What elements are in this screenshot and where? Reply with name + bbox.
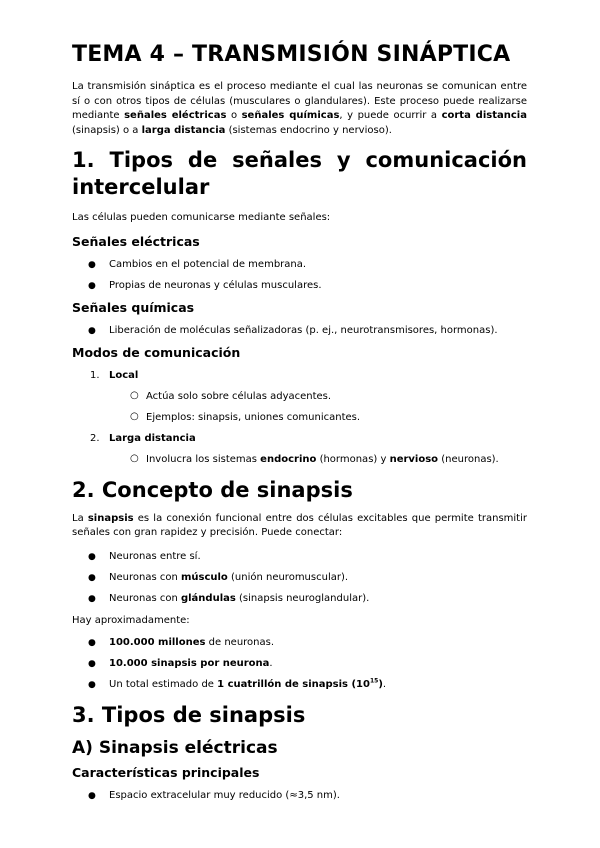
page-title: TEMA 4 – TRANSMISIÓN SINÁPTICA [72,42,511,67]
senales-electricas-heading: Señales eléctricas [72,233,200,249]
modos-comunicacion-heading: Modos de comunicación [72,344,241,360]
section1-lead: Las células pueden comunicarse mediante señales: [72,212,331,223]
section2-heading: 2. Concepto de sinapsis [72,477,353,502]
list-item: ● 100.000 millones de neuronas. [88,637,275,648]
bullet-icon: ● [88,791,96,801]
list-item-local: 1. Local [90,369,139,381]
sub-list-item: ○ Involucra los sistemas endocrino (hormonas) y nervioso (neuronas). [130,452,499,465]
section2-paragraph: La sinapsis es la conexión funcional entre dos células excitables que permite transmitir señales con gran rapidez y precisión. Puede conectar: [72,512,527,538]
list-item: ● Neuronas entre sí. [88,550,201,562]
circle-bullet-icon: ○ [130,452,139,464]
bullet-icon: ● [88,280,96,291]
document-page [72,40,527,803]
senales-quimicas-heading: Señales químicas [72,299,195,315]
senales-quimicas-list [72,324,527,338]
bullet-icon: ● [88,572,96,583]
list-item: ● Neuronas con músculo (unión neuromuscular). [88,571,349,583]
sub-list-item: ○ Actúa solo sobre células adyacentes. [130,389,332,402]
caracteristicas-heading: Características principales [72,765,260,780]
list-item: ● Neuronas con glándulas (sinapsis neuroglandular). [88,592,370,604]
bullet-icon: ● [88,551,96,562]
list-item-larga: 2. Larga distancia [90,432,196,444]
sinapsis-electricas-heading: A) Sinapsis eléctricas [72,738,278,758]
sub-list-item: ○ Ejemplos: sinapsis, uniones comunicantes. [130,410,361,423]
stats-list [72,636,527,692]
modos-list [72,369,527,467]
list-item: ● 10.000 sinapsis por neurona. [88,658,273,669]
bullet-icon: ● [88,680,96,690]
circle-bullet-icon: ○ [130,389,139,401]
bullet-icon: ● [88,638,96,648]
list-item: ● Un total estimado de 1 cuatrillón de sinapsis $(10^{15})$. [88,677,387,690]
senales-electricas-list [72,258,527,293]
aprox-label: Hay aproximadamente: [72,614,190,626]
caracteristicas-list [72,789,527,803]
list-item: ● Cambios en el potencial de membrana. [88,258,307,270]
sinapsis-connections-list [72,550,527,606]
list-item: ● Espacio extracelular muy reducido (≈3,5 nm). [88,790,340,801]
section3-heading: 3. Tipos de sinapsis [72,703,306,727]
intro-paragraph: La transmisión sináptica es el proceso mediante el cual las neuronas se comunican entre sí o con otros tipos de células (musculares o glandulares). Este proceso puede realizarse mediante señales eléctricas o señales químicas, y puede ocurrir a corta distancia (sinapsis) o a larga distancia (sistemas endocrino y nervioso). [72,81,527,136]
circle-bullet-icon: ○ [130,410,139,422]
section1-heading-line1: 1. Tipos de señales y comunicación [72,148,527,172]
list-item: ● Propias de neuronas y células musculares. [88,279,322,291]
section1-heading-line2: intercelular [72,175,210,199]
bullet-icon: ● [88,325,96,336]
bullet-icon: ● [88,259,96,270]
bullet-icon: ● [88,593,96,604]
bullet-icon: ● [88,659,96,669]
list-item: ● Liberación de moléculas señalizadoras (p. ej., neurotransmisores, hormonas). [88,324,498,336]
